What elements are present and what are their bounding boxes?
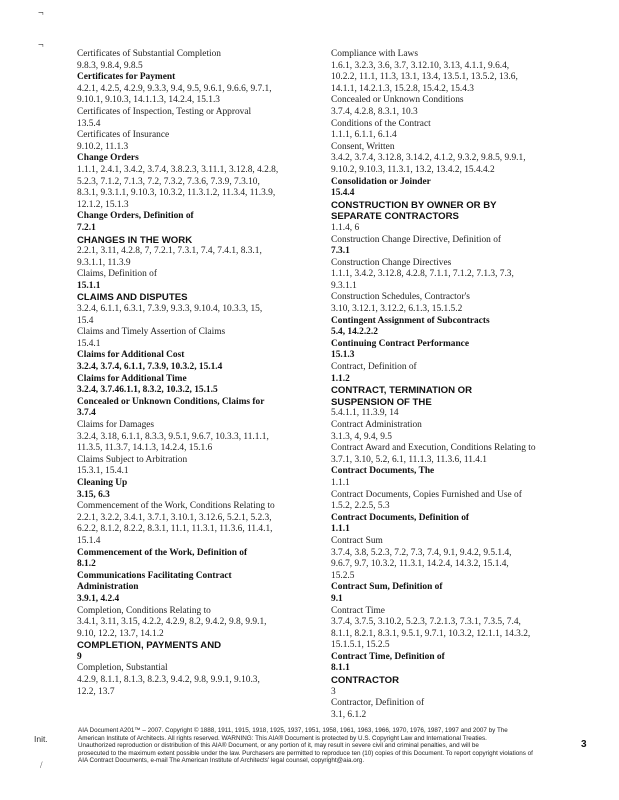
- index-entry-right: Contract Sum: [331, 535, 383, 546]
- index-entry-left: CHANGES IN THE WORK: [77, 234, 193, 246]
- index-entry-right: 3.1, 6.1.2: [331, 709, 367, 720]
- index-entry-right: Concealed or Unknown Conditions: [331, 95, 464, 106]
- index-entry-left: Claims for Additional Time: [77, 373, 187, 384]
- index-entry-left: 8.3.1, 9.3.1.1, 9.10.3, 10.3.2, 11.3.1.2, 11.3.4, 11.3.9,: [77, 188, 276, 199]
- index-entry-left: Completion, Substantial: [77, 663, 168, 674]
- copyright-line: American Institute of Architects. All rights reserved. WARNING: This AIA® Document is protected by U.S. Copyright Law and International Treaties.: [78, 734, 487, 742]
- index-entry-right: Contract Documents, The: [331, 466, 435, 477]
- index-entry-right: 3: [331, 686, 336, 697]
- index-entry-left: 4.2.9, 8.1.1, 8.1.3, 8.2.3, 9.4.2, 9.8, 9.9.1, 9.10.3,: [77, 675, 260, 686]
- index-entry-left: 2.2.1, 3.11, 4.2.8, 7, 7.2.1, 7.3.1, 7.4, 7.4.1, 8.3.1,: [77, 246, 262, 257]
- index-entry-right: 9.3.1.1: [331, 280, 357, 291]
- index-entry-left: Certificates of Insurance: [77, 130, 170, 141]
- index-entry-right: 1.6.1, 3.2.3, 3.6, 3.7, 3.12.10, 3.13, 4.1.1, 9.6.4,: [331, 60, 510, 71]
- index-entry-right: 8.1.1: [331, 663, 350, 674]
- copyright-line: Unauthorized reproduction or distribution of this AIA® Document, or any portion of it, may result in severe civil and criminal penalties, and will be: [78, 742, 479, 750]
- index-entry-left: 3.2.4, 3.7.4, 6.1.1, 7.3.9, 10.3.2, 15.1.4: [77, 362, 223, 373]
- copyright-notice: [78, 727, 568, 765]
- index-entry-right: Contingent Assignment of Subcontracts: [331, 315, 490, 326]
- index-entry-right: 3.7.4, 3.8, 5.2.3, 7.2, 7.3, 7.4, 9.1, 9.4.2, 9.5.1.4,: [331, 547, 512, 558]
- index-entry-left: Claims and Timely Assertion of Claims: [77, 327, 226, 338]
- index-entry-right: 3.1.3, 4, 9.4, 9.5: [331, 431, 392, 442]
- index-entry-right: 3.7.4, 4.2.8, 8.3.1, 10.3: [331, 106, 418, 117]
- index-entry-right: 3.10, 3.12.1, 3.12.2, 6.1.3, 15.1.5.2: [331, 304, 463, 315]
- index-entry-right: Contractor, Definition of: [331, 698, 425, 709]
- index-entry-left: 5.2.3, 7.1.2, 7.1.3, 7.2, 7.3.2, 7.3.6, 7.3.9, 7.3.10,: [77, 176, 260, 187]
- index-entry-left: Claims Subject to Arbitration: [77, 454, 188, 465]
- index-entry-left: Certificates of Inspection, Testing or Approval: [77, 106, 252, 117]
- index-entry-right: Contract Documents, Definition of: [331, 512, 470, 523]
- index-entry-right: 5.4, 14.2.2.2: [331, 327, 378, 338]
- index-entry-left: Claims for Damages: [77, 420, 155, 430]
- index-entry-right: Contract Time, Definition of: [331, 651, 445, 662]
- index-entry-left: 1.1.1, 2.4.1, 3.4.2, 3.7.4, 3.8.2.3, 3.11.1, 3.12.8, 4.2.8,: [77, 164, 279, 175]
- index-entry-left: Cleaning Up: [77, 477, 128, 488]
- index-entry-right: 1.1.1, 3.4.2, 3.12.8, 4.2.8, 7.1.1, 7.1.2, 7.1.3, 7.3,: [331, 269, 514, 280]
- index-entry-right: 15.4.4: [331, 188, 355, 199]
- index-entry-left: 3.4.1, 3.11, 3.15, 4.2.2, 4.2.9, 8.2, 9.4.2, 9.8, 9.9.1,: [77, 617, 267, 628]
- index-entry-left: 9.10.2, 11.1.3: [77, 141, 129, 152]
- index-entry-right: Contract Award and Execution, Conditions Relating to: [331, 443, 536, 454]
- index-entry-left: 4.2.1, 4.2.5, 4.2.9, 9.3.3, 9.4, 9.5, 9.6.1, 9.6.6, 9.7.1,: [77, 83, 272, 94]
- index-entry-left: 9: [77, 651, 82, 662]
- index-entry-left: Change Orders: [77, 153, 139, 164]
- index-entry-left: Commencement of the Work, Definition of: [77, 547, 248, 558]
- index-entry-left: 8.1.2: [77, 559, 96, 570]
- index-entry-left: 9.10, 12.2, 13.7, 14.1.2: [77, 628, 164, 639]
- index-entry-left: Communications Facilitating Contract: [77, 570, 232, 581]
- index-entry-right: 3.4.2, 3.7.4, 3.12.8, 3.14.2, 4.1.2, 9.3.2, 9.8.5, 9.9.1,: [331, 153, 526, 164]
- index-entry-right: Construction Change Directive, Definition of: [331, 234, 502, 245]
- index-entry-left: Completion, Conditions Relating to: [77, 605, 211, 616]
- index-entry-left: 9.3.1.1, 11.3.9: [77, 257, 131, 268]
- index-entry-left: Concealed or Unknown Conditions, Claims for: [77, 396, 265, 407]
- index-entry-left: Change Orders, Definition of: [77, 211, 194, 222]
- index-entry-right: 14.1.1, 14.2.1.3, 15.2.8, 15.4.2, 15.4.3: [331, 83, 474, 94]
- index-entry-right: Contract Time: [331, 605, 385, 616]
- index-entry-right: Contract Sum, Definition of: [331, 582, 443, 593]
- index-entry-left: Claims for Additional Cost: [77, 350, 185, 361]
- index-entry-right: Contract Documents, Copies Furnished and Use of: [331, 489, 522, 500]
- index-entry-right: 15.1.3: [331, 350, 355, 361]
- index-entry-left: 13.5.4: [77, 118, 101, 129]
- index-entry-left: 15.1.4: [77, 535, 101, 546]
- index-entry-left: 15.4.1: [77, 338, 101, 349]
- copyright-line: prosecuted to the maximum extent possible under the law. Purchasers are permitted to reproduce ten (10) copies of this Document. To report copyright violations of: [78, 749, 533, 757]
- index-entry-right: 1.5.2, 2.2.5, 5.3: [331, 501, 390, 512]
- index-entry-left: Certificates of Substantial Completion: [77, 49, 221, 59]
- index-entry-left: COMPLETION, PAYMENTS AND: [77, 640, 222, 652]
- index-entry-right: CONTRACT, TERMINATION OR: [331, 385, 473, 397]
- initials-slash-mark: /: [40, 760, 43, 770]
- index-entry-right: 8.1.1, 8.2.1, 8.3.1, 9.5.1, 9.7.1, 10.3.2, 12.1.1, 14.3.2,: [331, 628, 531, 639]
- index-entry-right: 9.1: [331, 593, 343, 604]
- index-entry-left: 9.8.3, 9.8.4, 9.8.5: [77, 60, 143, 71]
- index-entry-right: 1.1.1, 6.1.1, 6.1.4: [331, 130, 397, 141]
- index-entry-left: Administration: [77, 582, 139, 593]
- index-entry-left: 9.10.1, 9.10.3, 14.1.1.3, 14.2.4, 15.1.3: [77, 95, 220, 106]
- index-entry-right: CONSTRUCTION BY OWNER OR BY: [331, 199, 497, 211]
- index-entry-right: 9.10.2, 9.10.3, 11.3.1, 13.2, 13.4.2, 15.4.4.2: [331, 164, 495, 175]
- index-entry-right: 3.7.1, 3.10, 5.2, 6.1, 11.1.3, 11.3.6, 11.4.1: [331, 454, 487, 465]
- copyright-line: AIA Document A201™ – 2007. Copyright © 1888, 1911, 1915, 1918, 1925, 1937, 1951, 1958, 1961, 1963, 1966, 1970, 1976, 1987, 1997 and 2007 by The: [78, 727, 508, 734]
- index-entry-right: 10.2.2, 11.1, 11.3, 13.1, 13.4, 13.5.1, 13.5.2, 13.6,: [331, 72, 518, 83]
- index-entry-right: Contract, Definition of: [331, 362, 417, 373]
- index-entry-right: 1.1.4, 6: [331, 222, 360, 233]
- corner-mark-top: ¬: [38, 8, 44, 19]
- initials-label: Init.: [34, 734, 48, 744]
- index-entry-right: Continuing Contract Performance: [331, 338, 469, 349]
- index-entry-left: 3.9.1, 4.2.4: [77, 593, 120, 604]
- index-entry-left: Certificates for Payment: [77, 72, 176, 83]
- index-column-left: [77, 49, 325, 698]
- index-entry-right: 5.4.1.1, 11.3.9, 14: [331, 408, 399, 419]
- index-entry-left: Commencement of the Work, Conditions Relating to: [77, 501, 275, 512]
- index-entry-right: Consent, Written: [331, 141, 395, 152]
- index-entry-left: 15.3.1, 15.4.1: [77, 466, 129, 477]
- index-entry-left: 2.2.1, 3.2.2, 3.4.1, 3.7.1, 3.10.1, 3.12.6, 5.2.1, 5.2.3,: [77, 512, 272, 523]
- index-entry-right: Conditions of the Contract: [331, 118, 431, 129]
- index-entry-left: 3.2.4, 3.18, 6.1.1, 8.3.3, 9.5.1, 9.6.7, 10.3.3, 11.1.1,: [77, 431, 269, 442]
- index-entry-left: 15.4: [77, 315, 94, 326]
- index-entry-left: Claims, Definition of: [77, 269, 157, 280]
- index-entry-left: 3.7.4: [77, 408, 96, 419]
- index-entry-right: Contract Administration: [331, 420, 422, 430]
- index-entry-right: 1.1.2: [331, 373, 350, 384]
- index-entry-right: CONTRACTOR: [331, 675, 400, 687]
- copyright-line: AIA Contract Documents, e-mail The American Institute of Architects' legal counsel, copyright@aia.org.: [78, 757, 365, 765]
- index-entry-right: Consolidation or Joinder: [331, 176, 431, 187]
- index-entry-right: 15.1.5.1, 15.2.5: [331, 640, 390, 651]
- index-entry-right: 7.3.1: [331, 246, 350, 257]
- index-entry-left: 7.2.1: [77, 222, 96, 233]
- index-entry-left: 3.15, 6.3: [77, 489, 110, 500]
- index-entry-left: 12.1.2, 15.1.3: [77, 199, 129, 210]
- index-entry-left: 15.1.1: [77, 280, 101, 291]
- index-entry-right: 9.6.7, 9.7, 10.3.2, 11.3.1, 14.2.4, 14.3.2, 15.1.4,: [331, 559, 509, 570]
- index-entry-right: 15.2.5: [331, 570, 355, 581]
- index-column-right: [331, 49, 579, 721]
- index-entry-left: CLAIMS AND DISPUTES: [77, 292, 188, 304]
- index-entry-left: 11.3.5, 11.3.7, 14.1.3, 14.2.4, 15.1.6: [77, 443, 213, 454]
- index-entry-left: 3.2.4, 6.1.1, 6.3.1, 7.3.9, 9.3.3, 9.10.4, 10.3.3, 15,: [77, 304, 263, 315]
- index-entry-right: Compliance with Laws: [331, 49, 418, 59]
- index-entry-left: 3.2.4, 3.7.46.1.1, 8.3.2, 10.3.2, 15.1.5: [77, 385, 218, 396]
- index-entry-right: SUSPENSION OF THE: [331, 396, 432, 408]
- index-entry-right: SEPARATE CONTRACTORS: [331, 211, 459, 223]
- index-entry-right: 1.1.1: [331, 524, 350, 535]
- index-entry-left: 12.2, 13.7: [77, 686, 115, 697]
- index-entry-right: Construction Schedules, Contractor's: [331, 292, 470, 303]
- corner-mark-second: ¬: [38, 40, 44, 51]
- index-entry-right: Construction Change Directives: [331, 257, 452, 268]
- index-entry-left: 6.2.2, 8.1.2, 8.2.2, 8.3.1, 11.1, 11.3.1, 11.3.6, 11.4.1,: [77, 524, 273, 535]
- index-entry-right: 1.1.1: [331, 477, 350, 488]
- page-number: 3: [581, 739, 587, 750]
- index-entry-right: 3.7.4, 3.7.5, 3.10.2, 5.2.3, 7.2.1.3, 7.3.1, 7.3.5, 7.4,: [331, 617, 521, 628]
